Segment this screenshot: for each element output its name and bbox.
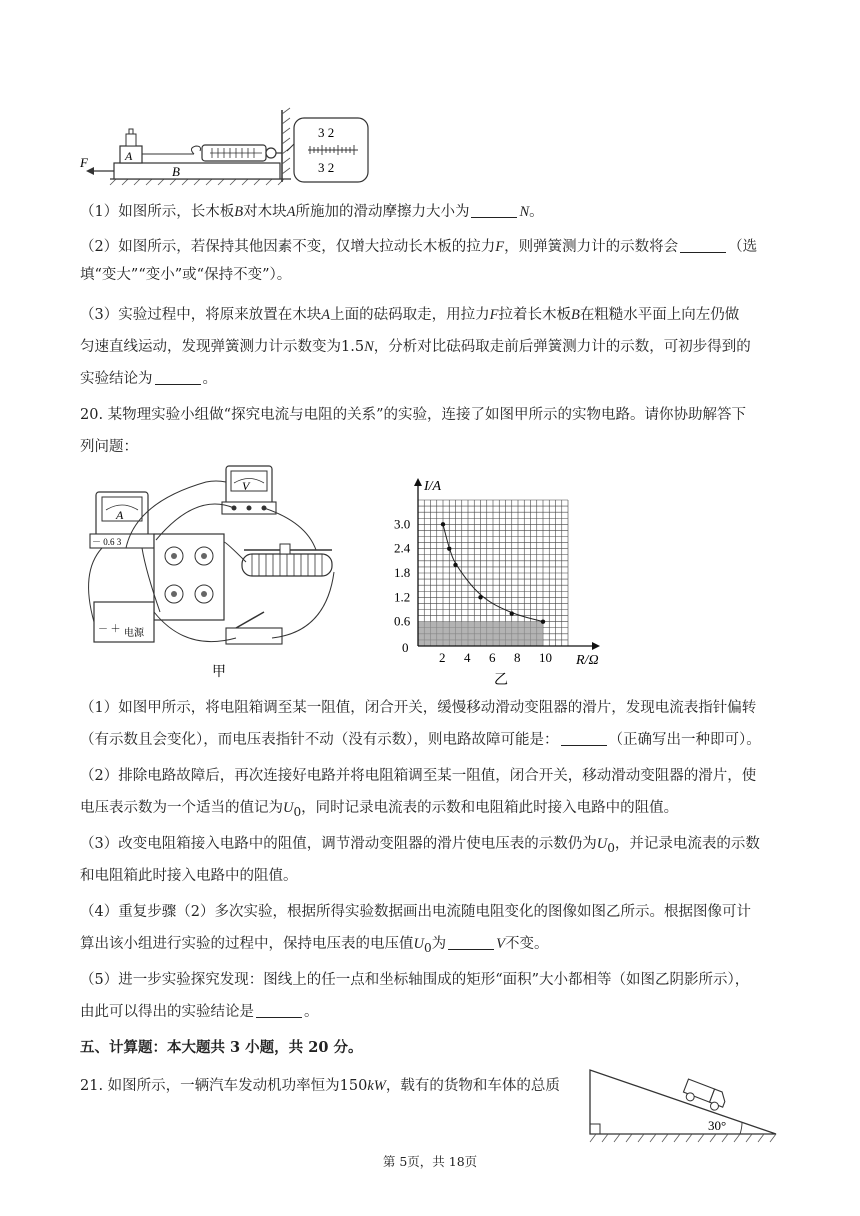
q20-part4-line1: （4）重复步骤（2）多次实验，根据所得实验数据画出电流随电阻变化的图像如图乙所示。根据图像可计 (80, 904, 751, 920)
q20-part5-line1: （5）进一步实验探究发现：图线上的任一点和坐标轴围成的矩形“面积”大小都相等（如图乙阴影所示）， (80, 972, 750, 988)
scale-bottom-reading: 3 2 (318, 160, 335, 175)
q20-part2-line1: （2）排除电路故障后，再次连接好电路并将电阻箱调至某一阻值，闭合开关，移动滑动变阻器的滑片，使 (80, 768, 757, 784)
figure-jia-caption: 甲 (212, 665, 226, 680)
q19-part3-line3: 实验结论为 。 (80, 371, 217, 387)
x-axis-label: R/Ω (576, 653, 599, 668)
y-tick-label: 1.8 (394, 565, 411, 580)
q20-intro-line2: 列问题： (80, 439, 138, 455)
power-label: 电源 (124, 628, 144, 639)
scale-top-reading: 3 2 (318, 125, 335, 140)
y-tick-label: 0.6 (394, 613, 411, 629)
friction-experiment-figure (76, 104, 376, 186)
q20-part5-line2: 由此可以得出的实验结论是 。 (80, 1004, 319, 1020)
q20-intro-line1: 20. 某物理实验小组做“探究电流与电阻的关系”的实验，连接了如图甲所示的实物电路。请你协助解答下 (80, 407, 746, 423)
y-tick-label: 1.2 (394, 589, 411, 605)
figure-yi-caption: 乙 (494, 673, 508, 688)
origin-label: 0 (402, 640, 409, 655)
force-f-label: F (80, 155, 88, 170)
q20-part1-line1: （1）如图甲所示，将电阻箱调至某一阻值，闭合开关，缓慢移动滑动变阻器的滑片，发现电流表指针偏转 (80, 700, 757, 716)
circuit-figure-jia (76, 462, 376, 682)
answer-blank (471, 203, 517, 218)
voltmeter-label: V (242, 479, 250, 493)
answer-blank (448, 935, 494, 950)
answer-blank (155, 370, 201, 385)
page-footer: 第 5页，共 18页 (382, 1154, 478, 1169)
data-point (510, 611, 514, 615)
x-axis-arrow (592, 642, 600, 650)
data-point (478, 595, 482, 599)
section-heading: 五、计算题：本大题共 3 小题，共 20 分。 (80, 1039, 363, 1056)
board-b-label: B (172, 164, 180, 179)
x-tick-label: 4 (464, 650, 471, 665)
incline-angle-label: 30° (708, 1118, 727, 1133)
y-tick-label: 2.4 (394, 540, 411, 556)
q19-part2-line2: 填“变大”“变小”或“保持不变”）。 (80, 267, 292, 283)
y-axis-label: I/A (424, 479, 442, 494)
shaded-area-rect (418, 622, 543, 646)
q20-part3-line2: 和电阻箱此时接入电路中的阻值。 (80, 868, 298, 884)
x-tick-label: 10 (539, 650, 552, 665)
q20-part2-line2: 电压表示数为一个适当的值记为$U_0$，同时记录电流表的示数和电阻箱此时接入电路中的阻值。 (80, 800, 679, 819)
data-point (441, 522, 445, 526)
power-terminals: － ＋ (98, 624, 121, 635)
data-point (541, 619, 545, 623)
q20-part1-line2: （有示数且会变化），而电压表指针不动（没有示数），则电路故障可能是： （正确写出一种即可）。 (80, 732, 761, 748)
q19-part3-line1: （3）实验过程中，将原来放置在木块A上面的砝码取走，用拉力F拉着长木板B在粗糙水平面上向左仍做 (80, 307, 740, 323)
data-point (447, 546, 451, 550)
block-a-label: A (125, 149, 133, 163)
current-resistance-chart (380, 470, 620, 690)
y-tick-label: 3.0 (394, 516, 411, 532)
data-point (453, 563, 457, 567)
q20-part4-line2: 算出该小组进行实验的过程中，保持电压表的电压值$U_0$为 V不变。 (80, 936, 549, 955)
answer-blank (256, 1003, 302, 1018)
y-axis-arrow (414, 478, 422, 486)
x-tick-label: 8 (514, 650, 521, 665)
x-tick-label: 2 (439, 650, 446, 665)
answer-blank (680, 238, 726, 253)
x-tick-label: 6 (489, 650, 496, 665)
q19-part2-line1: （2）如图所示，若保持其他因素不变，仅增大拉动长木板的拉力F，则弹簧测力计的示数将会 （选 (80, 239, 758, 255)
q19-part3-line2: 匀速直线运动，发现弹簧测力计示数变为1.5N，分析对比砝码取走前后弹簧测力计的示数，可初步得到的 (80, 339, 751, 355)
q20-part3-line1: （3）改变电阻箱接入电路中的阻值，调节滑动变阻器的滑片使电压表的示数仍为$U_0$，并记录电流表的示数 (80, 836, 760, 855)
truck-incline-figure (584, 1062, 784, 1146)
ammeter-label: A (116, 508, 124, 522)
ammeter-scale: － 0.6 3 (92, 537, 122, 547)
q19-part1: （1）如图所示，长木板B对木块A所施加的滑动摩擦力大小为 N。 (80, 204, 544, 220)
q21-text: 21. 如图所示，一辆汽车发动机功率恒为150kW，载有的货物和车体的总质 (80, 1078, 560, 1094)
answer-blank (561, 731, 607, 746)
